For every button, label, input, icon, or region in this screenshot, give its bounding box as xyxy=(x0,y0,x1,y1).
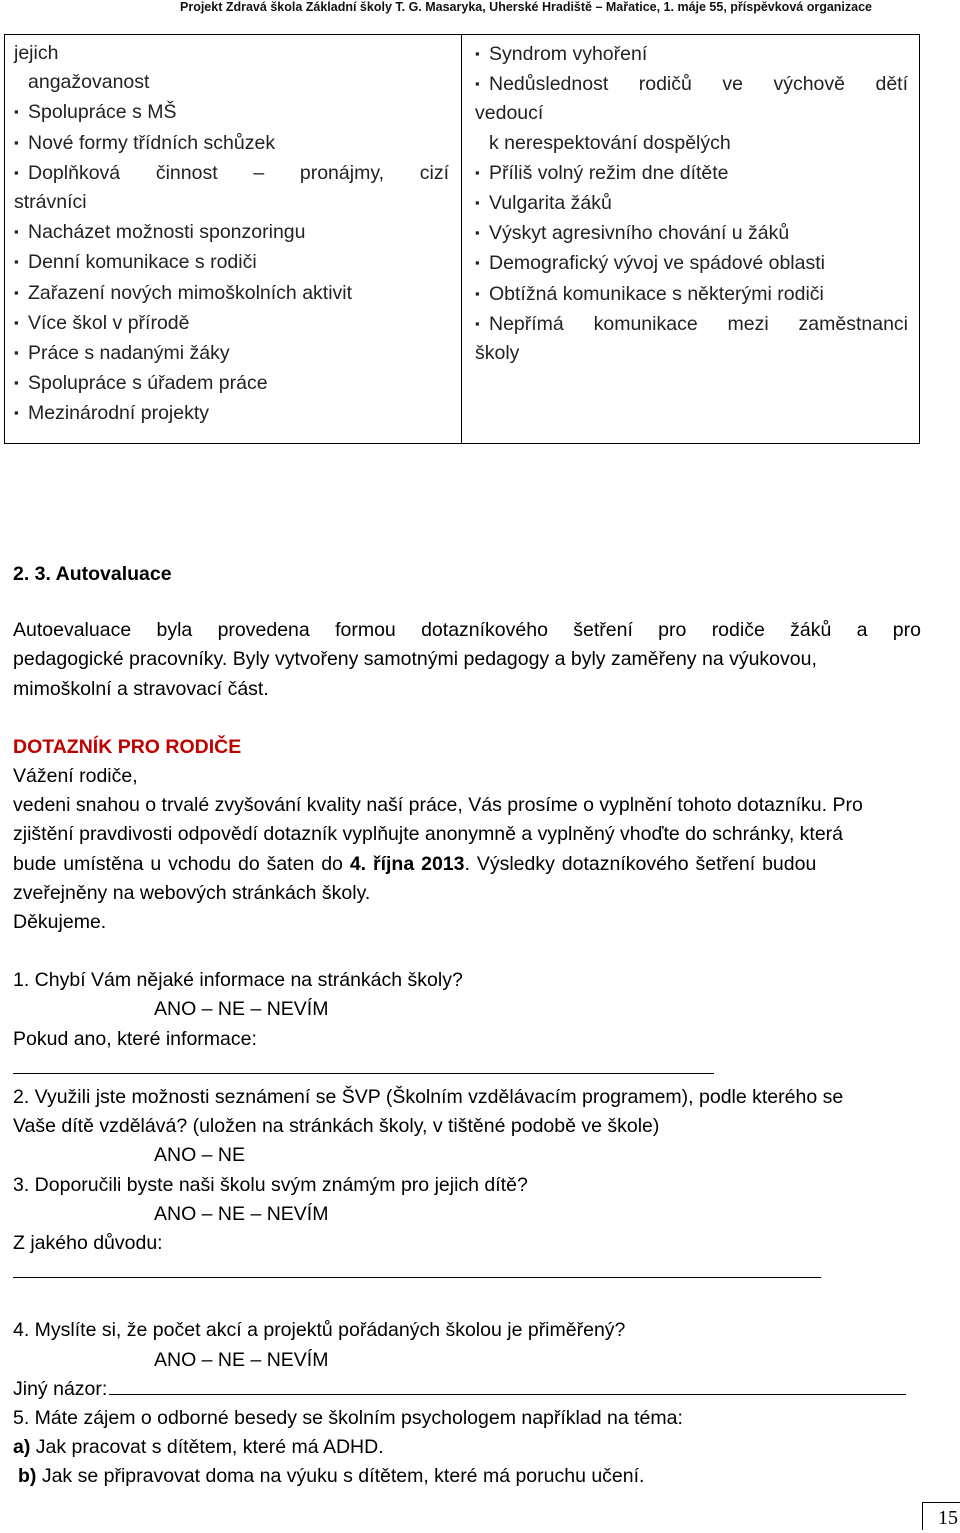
left-item-text: Denní komunikace s rodiči xyxy=(28,251,257,274)
intro-line4: zveřejněny na webových stránkách školy. xyxy=(13,881,371,904)
bullet-icon: ▪ xyxy=(14,284,19,300)
bullet-icon: ▪ xyxy=(475,164,480,180)
question-5-option-a xyxy=(13,1433,960,1462)
answer-line-3[interactable] xyxy=(13,1258,960,1287)
left-item-text: Mezinárodní projekty xyxy=(28,402,210,425)
question-4-follow-row xyxy=(13,1375,960,1404)
option-a-label: a) xyxy=(13,1436,31,1459)
bullet-icon: ▪ xyxy=(14,375,19,391)
left-item-text: Spolupráce s MŠ xyxy=(28,101,177,124)
left-item xyxy=(14,398,449,428)
bullet-icon: ▪ xyxy=(475,315,480,331)
right-item-text: Syndrom vyhoření xyxy=(489,43,648,65)
right-item xyxy=(475,158,908,188)
question-2-line2: Vaše dítě vzdělává? (uložen na stránkách školy, v tištěné podobě ve škole) xyxy=(13,1115,660,1138)
bullet-icon: ▪ xyxy=(14,405,19,421)
question-4: 4. Myslíte si, že počet akcí a projektů pořádaných školou je přiměřený? xyxy=(13,1319,626,1342)
bullet-icon: ▪ xyxy=(14,224,19,240)
swot-table xyxy=(4,34,920,444)
right-item-text: vedoucí xyxy=(475,102,544,125)
question-3: 3. Doporučili byste naši školu svým známým pro jejich dítě? xyxy=(13,1173,528,1196)
left-item-text: jejich xyxy=(14,42,59,64)
right-item-text: k nerespektování dospělých xyxy=(489,131,731,154)
left-item xyxy=(14,247,449,277)
question-3-options[interactable]: ANO – NE – NEVÍM xyxy=(154,1202,329,1225)
bullet-icon: ▪ xyxy=(475,285,480,301)
right-item xyxy=(475,99,908,128)
left-item xyxy=(14,188,449,217)
right-item xyxy=(475,248,908,278)
right-item xyxy=(475,129,908,158)
left-item xyxy=(14,39,449,68)
option-a-text: Jak pracovat s dítětem, které má ADHD. xyxy=(30,1436,384,1459)
intro-text: bude umístěna u vchodu do šaten do xyxy=(13,852,350,875)
page-header: Projekt Zdravá škola Základní školy T. G. Masaryka, Uherské Hradiště – Mařatice, 1. máje 55, příspěvková organizace xyxy=(180,0,872,14)
left-item-text: strávníci xyxy=(14,191,87,214)
bullet-icon: ▪ xyxy=(475,46,480,61)
right-item xyxy=(475,339,908,368)
bullet-icon: ▪ xyxy=(14,104,19,120)
bullet-icon: ▪ xyxy=(14,345,19,361)
option-b-text: Jak se připravovat doma na výuku s dítětem, které má poruchu učení. xyxy=(36,1465,645,1488)
left-item xyxy=(14,68,449,97)
answer-line-1[interactable] xyxy=(13,1054,960,1083)
left-item xyxy=(14,128,449,158)
right-item xyxy=(475,279,908,309)
opportunities-column xyxy=(5,35,462,443)
question-2-line1: 2. Využili jste možnosti seznámení se ŠVP (Školním vzdělávacím programem), podle kterého se xyxy=(13,1086,844,1109)
question-5: 5. Máte zájem o odborné besedy se školním psychologem například na téma: xyxy=(13,1407,683,1430)
autoevaluation-paragraph-line2: pedagogické pracovníky. Byly vytvořeny samotnými pedagogy a byly zaměřeny na výukovou, xyxy=(13,648,817,671)
left-item xyxy=(14,97,449,127)
left-item-text: Spolupráce s úřadem práce xyxy=(28,372,268,395)
left-item xyxy=(14,338,449,368)
threats-column xyxy=(462,35,918,443)
left-item-text: Práce s nadanými žáky xyxy=(28,342,230,365)
bullet-icon: ▪ xyxy=(14,164,19,180)
right-item-text: Vulgarita žáků xyxy=(489,192,612,215)
bullet-icon: ▪ xyxy=(475,255,480,271)
page-number: 15 xyxy=(922,1502,960,1530)
right-item-text: Obtížná komunikace s některými rodiči xyxy=(489,282,824,305)
greeting: Vážení rodiče, xyxy=(13,765,138,788)
left-item-text: Zařazení nových mimoškolních aktivit xyxy=(28,281,353,304)
left-item xyxy=(14,217,449,247)
question-5-option-b xyxy=(13,1462,960,1491)
left-item xyxy=(14,368,449,398)
intro-line3 xyxy=(13,850,960,879)
intro-line1: vedeni snahou o trvalé zvyšování kvality naší práce, Vás prosíme o vyplnění tohoto dotazníku. Pro xyxy=(13,794,863,817)
left-item xyxy=(14,278,449,308)
left-item-text: Doplňková činnost – pronájmy, cizí xyxy=(28,161,449,184)
option-b-label: b) xyxy=(18,1465,37,1488)
question-1-options[interactable]: ANO – NE – NEVÍM xyxy=(154,998,329,1021)
question-3-follow: Z jakého důvodu: xyxy=(13,1232,163,1255)
right-item xyxy=(475,69,908,99)
right-item-text: školy xyxy=(475,342,520,365)
left-item-text: angažovanost xyxy=(28,71,150,94)
right-item xyxy=(475,218,908,248)
thanks: Děkujeme. xyxy=(13,911,107,934)
question-4-options[interactable]: ANO – NE – NEVÍM xyxy=(154,1348,329,1371)
right-item-text: Nedůslednost rodičů ve výchově dětí xyxy=(489,73,908,96)
question-2-options[interactable]: ANO – NE xyxy=(154,1144,246,1167)
bullet-icon: ▪ xyxy=(14,134,19,150)
bullet-icon: ▪ xyxy=(475,225,480,241)
right-item-text: Příliš volný režim dne dítěte xyxy=(489,161,729,184)
question-1-follow: Pokud ano, které informace: xyxy=(13,1027,257,1050)
bullet-icon: ▪ xyxy=(475,195,480,211)
intro-text-end: . Výsledky dotazníkového šetření budou xyxy=(464,852,817,875)
section-title: 2. 3. Autovaluace xyxy=(13,563,172,585)
right-item-text: Demografický vývoj ve spádové oblasti xyxy=(489,252,825,275)
bullet-icon: ▪ xyxy=(475,76,480,92)
left-item-text: Nacházet možnosti sponzoringu xyxy=(28,221,306,244)
answer-line-4[interactable] xyxy=(109,1376,906,1395)
left-item-text: Více škol v přírodě xyxy=(28,311,190,334)
left-item-text: Nové formy třídních schůzek xyxy=(28,131,276,154)
question-4-follow: Jiný názor: xyxy=(13,1377,108,1400)
left-item xyxy=(14,308,449,338)
question-1: 1. Chybí Vám nějaké informace na stránkách školy? xyxy=(13,969,463,992)
deadline-date: 4. října 2013 xyxy=(349,852,465,875)
intro-line2: zjištění pravdivosti odpovědí dotazník vyplňujte anonymně a vyplněný vhoďte do schránky, která xyxy=(13,823,844,846)
autoevaluation-paragraph-line3: mimoškolní a stravovací část. xyxy=(13,677,269,700)
bullet-icon: ▪ xyxy=(14,254,19,270)
bullet-icon: ▪ xyxy=(14,314,19,330)
right-item xyxy=(475,39,908,69)
main-content xyxy=(13,560,960,1492)
right-item xyxy=(475,309,908,339)
right-item xyxy=(475,188,908,218)
autoevaluation-paragraph-line1: Autoevaluace byla provedena formou dotazníkového šetření pro rodiče žáků a pro xyxy=(13,619,921,642)
right-item-text: Výskyt agresivního chování u žáků xyxy=(489,222,790,245)
left-item xyxy=(14,158,449,188)
right-item-text: Nepřímá komunikace mezi zaměstnanci xyxy=(489,312,908,335)
questionnaire-title: DOTAZNÍK PRO RODIČE xyxy=(13,735,242,758)
